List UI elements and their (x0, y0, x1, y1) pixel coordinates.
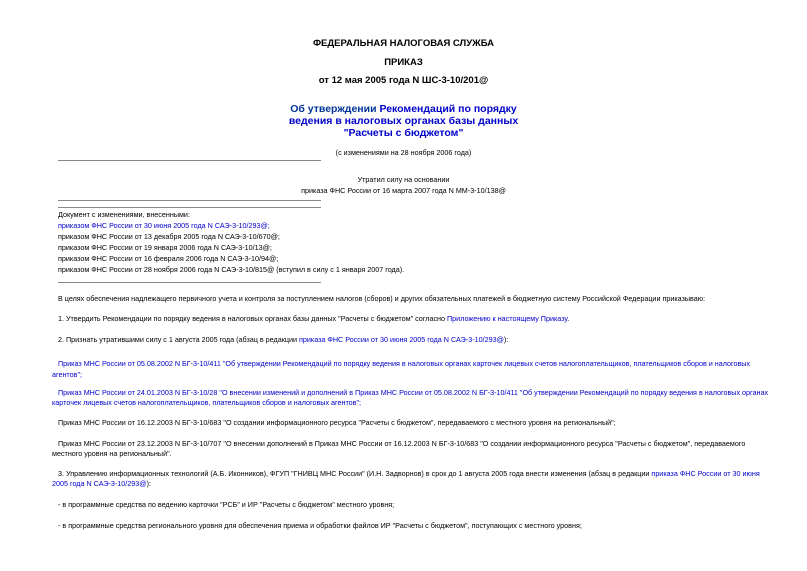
paragraph-3-cont[interactable] (52, 369, 772, 380)
p3-line1[interactable]: Приказ МНС России от 05.08.2002 N БГ-3-10/411 "Об утверждении Рекомендаций по порядку ведения в налоговых органах карточек лицевых счетов налогоплательщиков, плательщиков сборов и налоговых (58, 359, 751, 368)
title-link-line1[interactable]: Рекомендаций по порядку (379, 103, 517, 115)
appendix-link[interactable]: Приложению к настоящему Приказу (447, 314, 568, 323)
amendment-item-5: приказом ФНС России от 28 ноября 2006 года N САЭ-3-10/815@ (вступил в силу с 1 января 2007 года). (58, 265, 405, 274)
title-link-line3[interactable]: "Расчеты с бюджетом" (343, 127, 464, 139)
paragraph-2 (58, 334, 778, 345)
divider (58, 207, 321, 208)
paragraph-1 (58, 313, 778, 324)
p7-text: 3. Управлению информационных технологий (А.Б. Иконников), ФГУП "ГНИВЦ МНС России" (И.Н. Задворнов) в срок до 1 августа 2005 года внести изменения (абзац в редакции (58, 469, 652, 478)
lapsed-line2: приказа ФНС России от 16 марта 2007 года N ММ-3-10/138@ (301, 186, 506, 195)
p3-line2[interactable]: агентов"; (52, 370, 83, 379)
amendments-heading: Документ с изменениями, внесенными: (58, 210, 190, 219)
p1-end: . (567, 314, 570, 323)
title-line2 (0, 115, 807, 127)
paragraph-5: Приказ МНС России от 16.12.2003 N БГ-3-10/683 "О создании информационного ресурса "Расчеты с бюджетом", передаваемого с местного уровня на региональный"; (58, 418, 616, 427)
paragraph-6-line2: местного уровня на региональный". (52, 449, 172, 458)
paragraph-9: - в программные средства регионального уровня для обеспечения приема и обработки файлов ИР "Расчеты с бюджетом", поступающих с местного уровня; (58, 521, 582, 530)
doc-date-number: от 12 мая 2005 года N ШС-3-10/201@ (318, 75, 489, 86)
doc-type: ПРИКАЗ (384, 57, 423, 68)
divider (58, 282, 321, 283)
divider (58, 200, 321, 201)
lapsed-line1: Утратил силу на основании (357, 175, 450, 184)
paragraph-8: - в программные средства по ведению карточки "РСБ" и ИР "Расчеты с бюджетом" местного уровня; (58, 500, 395, 509)
p2-text: 2. Признать утратившими силу с 1 августа 2005 года (абзац в редакции (58, 335, 299, 344)
title-link-line2[interactable]: ведения в налоговых органах базы данных (288, 115, 519, 127)
amendment-item-4: приказом ФНС России от 16 февраля 2006 года N САЭ-3-10/94@; (58, 254, 279, 263)
p4-line1[interactable]: Приказ МНС России от 24.01.2003 N БГ-3-10/28 "О внесении изменений и дополнений в Приказ МНС России от 05.08.2002 N БГ-3-10/411 "Об утверждении Рекомендаций по порядку ведения в налоговых органах (58, 388, 769, 397)
intro-paragraph: В целях обеспечения надлежащего первичного учета и контроля за поступлением налогов (сборов) и других обязательных платежей в бюджетную систему Российской Федерации приказываю: (58, 294, 706, 303)
paragraph-6-line1: Приказ МНС России от 23.12.2003 N БГ-3-10/707 "О внесении дополнений в Приказ МНС России от 16.12.2003 N БГ-3-10/683 "О создании информационного ресурса "Расчеты с бюджетом", передаваемого (58, 439, 746, 448)
doc-title (0, 103, 807, 115)
divider (58, 160, 321, 161)
p7-end: ): (146, 479, 151, 488)
org-name: ФЕДЕРАЛЬНАЯ НАЛОГОВАЯ СЛУЖБА (312, 38, 495, 49)
p4-line2[interactable]: карточек лицевых счетов налогоплательщиков, плательщиков сборов и налоговых агентов"; (52, 398, 362, 407)
order-293-link-2[interactable]: приказа ФНС России от 30 июня (651, 469, 760, 478)
revision-note: (с изменениями на 28 ноября 2006 года) (335, 148, 472, 157)
order-293-link-2-cont[interactable]: 2005 года N САЭ-3-10/293@ (52, 479, 147, 488)
amendments-list (58, 209, 404, 275)
amendment-item-3: приказом ФНС России от 19 января 2006 года N САЭ-3-10/13@; (58, 243, 272, 252)
amendment-item-2: приказом ФНС России от 13 декабря 2005 года N САЭ-3-10/670@; (58, 232, 280, 241)
p2-end: ): (503, 335, 509, 344)
title-line3 (0, 127, 807, 139)
paragraph-3-link[interactable] (58, 358, 778, 369)
paragraph-7-cont (52, 478, 772, 489)
p1-text: 1. Утвердить Рекомендации по порядку ведения в налоговых органах базы данных "Расчеты с бюджетом" согласно (58, 314, 448, 323)
order-293-link[interactable]: приказа ФНС России от 30 июня 2005 года N САЭ-3-10/293@ (298, 335, 504, 344)
title-prefix: Об утверждении (290, 103, 380, 115)
amendment-link-1[interactable]: приказом ФНС России от 30 июня 2005 года N САЭ-3-10/293@; (58, 221, 270, 230)
paragraph-4-cont[interactable] (52, 397, 772, 408)
